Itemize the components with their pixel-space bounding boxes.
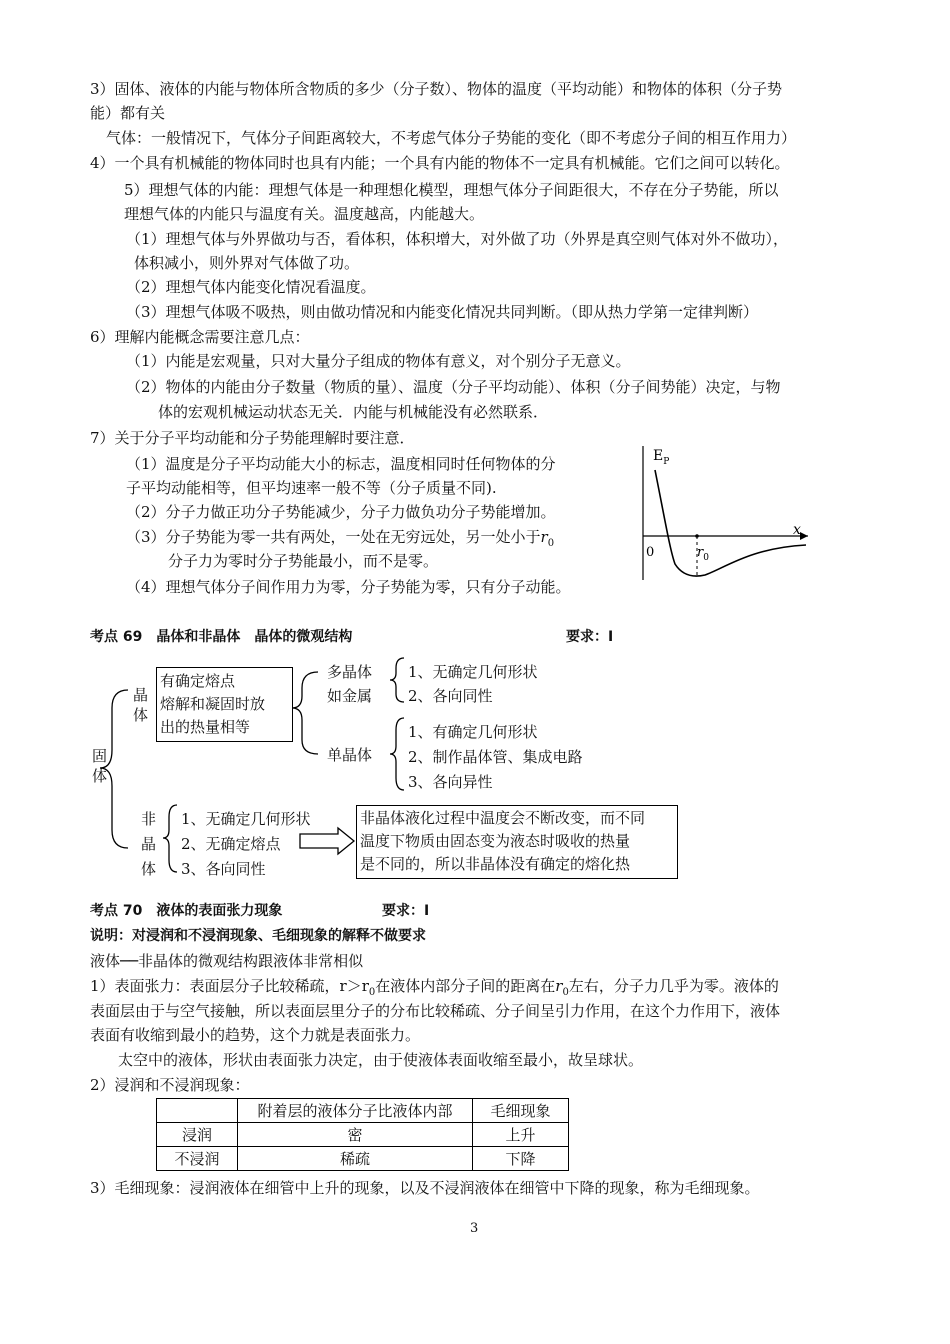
crystal-brace	[292, 672, 318, 754]
para-text: （3）分子势能为零一共有两处，一处在无穷远处，另一处小于	[126, 528, 541, 546]
amorphous-label: 非 晶 体	[141, 810, 157, 878]
table-header-cell: 附着层的液体分子比液体内部	[238, 1099, 473, 1123]
section-70-requirement: 要求：Ⅰ	[382, 903, 430, 919]
para-line: （1）温度是分子平均动能大小的标志，温度相同时任何物体的分	[126, 455, 556, 473]
para-line: 体积减小，则外界对气体做了功。	[134, 254, 360, 272]
amorphous-note-text: 非晶体液化过程中温度会不断改变，而不同 温度下物质由固态变为液态时吸收的热量 是不同的，所以非晶体没有确定的熔化热	[360, 809, 646, 873]
para-line: （2）理想气体内能变化情况看温度。	[126, 278, 376, 296]
para-line: 分子力为零时分子势能最小，而不是零。	[168, 552, 439, 570]
x-label: x	[793, 522, 801, 538]
para-line: 能）都有关	[90, 104, 166, 122]
potential-curve	[655, 470, 806, 576]
para-line: （2）分子力做正功分子势能减少，分子力做负功分子势能增加。	[126, 503, 556, 521]
para-line: 液体──非晶体的微观结构跟液体非常相似	[90, 952, 364, 970]
para-line: （2）物体的内能由分子数量（物质的量）、温度（分子平均动能）、体积（分子间势能）决定，与物	[126, 378, 781, 396]
table-cell: 密	[238, 1123, 473, 1147]
para-line: 1）表面张力：表面层分子比较稀疏，$r>r_0$在液体内部分子间的距离在$r_0$左右，分子力几乎为零。液体的	[90, 977, 779, 998]
x-axis-arrow	[800, 532, 808, 540]
classification-braces	[0, 650, 950, 910]
para-line: 3）毛细现象：浸润液体在细管中上升的现象，以及不浸润液体在细管中下降的现象，称为毛细现象。	[90, 1179, 760, 1197]
wetting-table	[156, 1098, 569, 1171]
section-69-requirement: 要求：Ⅰ	[566, 629, 614, 645]
origin-label: 0	[646, 545, 655, 560]
para-line: 6）理解内能概念需要注意几点：	[90, 328, 310, 346]
polycrystal-items: 1、无确定几何形状 2、各向同性	[408, 663, 538, 705]
single-crystal-label: 单晶体	[327, 746, 373, 764]
r0-subscript: 0	[547, 538, 555, 549]
para-line: （3）理想气体吸不吸热，则由做功情况和内能变化情况共同判断。（即从热力学第一定律判断）	[126, 303, 759, 321]
para-line: （1）理想气体与外界做功与否，看体积，体积增大，对外做了功（外界是真空则气体对外不做功），	[126, 230, 789, 248]
section-70-title: 考点 70 液体的表面张力现象	[90, 903, 283, 919]
para-line: （1）内能是宏观量，只对大量分子组成的物体有意义，对个别分子无意义。	[126, 352, 631, 370]
crystal-property-text: 有确定熔点 熔解和凝固时放 出的热量相等	[160, 672, 266, 736]
page-number: 3	[470, 1221, 479, 1236]
r0-symbol: r	[540, 528, 548, 546]
polycrystal-label: 多晶体 如金属	[327, 663, 373, 705]
para-line: 子平均动能相等，但平均速率一般不等（分子质量不同).	[126, 479, 497, 497]
table-cell: 不浸润	[157, 1147, 238, 1171]
crystal-label: 晶 体	[133, 686, 149, 724]
table-cell: 上升	[473, 1123, 569, 1147]
solid-label: 固 体	[92, 747, 108, 785]
table-cell: 稀疏	[238, 1147, 473, 1171]
para-line: 气体：一般情况下，气体分子间距离较大，不考虑气体分子势能的变化（即不考虑分子间的相互作用力）	[106, 129, 797, 147]
para-line: 3）固体、液体的内能与物体所含物质的多少（分子数）、物体的温度（平均动能）和物体的体积（分子势	[90, 80, 783, 98]
para-line: （4）理想气体分子间作用力为零，分子势能为零，只有分子动能。	[126, 578, 571, 596]
para-line: 表面层由于与空气接触，所以表面层里分子的分布比较稀疏、分子间呈引力作用，在这个力作用下，液体	[90, 1002, 781, 1020]
r0-point	[695, 534, 699, 538]
section-70-note: 说明：对浸润和不浸润现象、毛细现象的解释不做要求	[90, 928, 426, 944]
solid-brace	[100, 690, 128, 848]
para-line: 体的宏观机械运动状态无关．内能与机械能没有必然联系．	[158, 403, 549, 421]
amorphous-arrow	[300, 828, 354, 854]
table-cell: 浸润	[157, 1123, 238, 1147]
para-line: 4）一个具有机械能的物体同时也具有内能；一个具有内能的物体不一定具有机械能。它们之间可以转化。	[90, 154, 790, 172]
amorphous-items: 1、无确定几何形状 2、无确定熔点 3、各向同性	[181, 810, 311, 878]
amorphous-brace	[163, 805, 177, 872]
ep-label: $E_P$	[653, 448, 670, 467]
single-crystal-brace	[390, 718, 404, 790]
table-header-cell	[157, 1099, 238, 1123]
para-line: 5）理想气体的内能：理想气体是一种理想化模型，理想气体分子间距很大，不存在分子势能，所以	[124, 181, 779, 199]
polycrystal-brace	[390, 658, 404, 702]
section-69-title: 考点 69 晶体和非晶体 晶体的微观结构	[90, 629, 353, 645]
single-crystal-items: 1、有确定几何形状 2、制作晶体管、集成电路 3、各向异性	[408, 723, 583, 791]
r0-label: $r_0$	[697, 545, 709, 563]
para-line	[126, 527, 554, 554]
table-header-row	[157, 1099, 569, 1123]
para-line: 理想气体的内能只与温度有关。温度越高，内能越大。	[124, 205, 485, 223]
potential-energy-graph	[630, 440, 810, 590]
para-line: 2）浸润和不浸润现象：	[90, 1076, 250, 1094]
para-line: 7）关于分子平均动能和分子势能理解时要注意．	[90, 429, 415, 447]
table-row	[157, 1123, 569, 1147]
table-row	[157, 1147, 569, 1171]
para-line: 表面有收缩到最小的趋势，这个力就是表面张力。	[90, 1026, 421, 1044]
table-cell: 下降	[473, 1147, 569, 1171]
table-header-cell: 毛细现象	[473, 1099, 569, 1123]
para-line: 太空中的液体，形状由表面张力决定，由于使液体表面收缩至最小，故呈球状。	[118, 1051, 644, 1069]
